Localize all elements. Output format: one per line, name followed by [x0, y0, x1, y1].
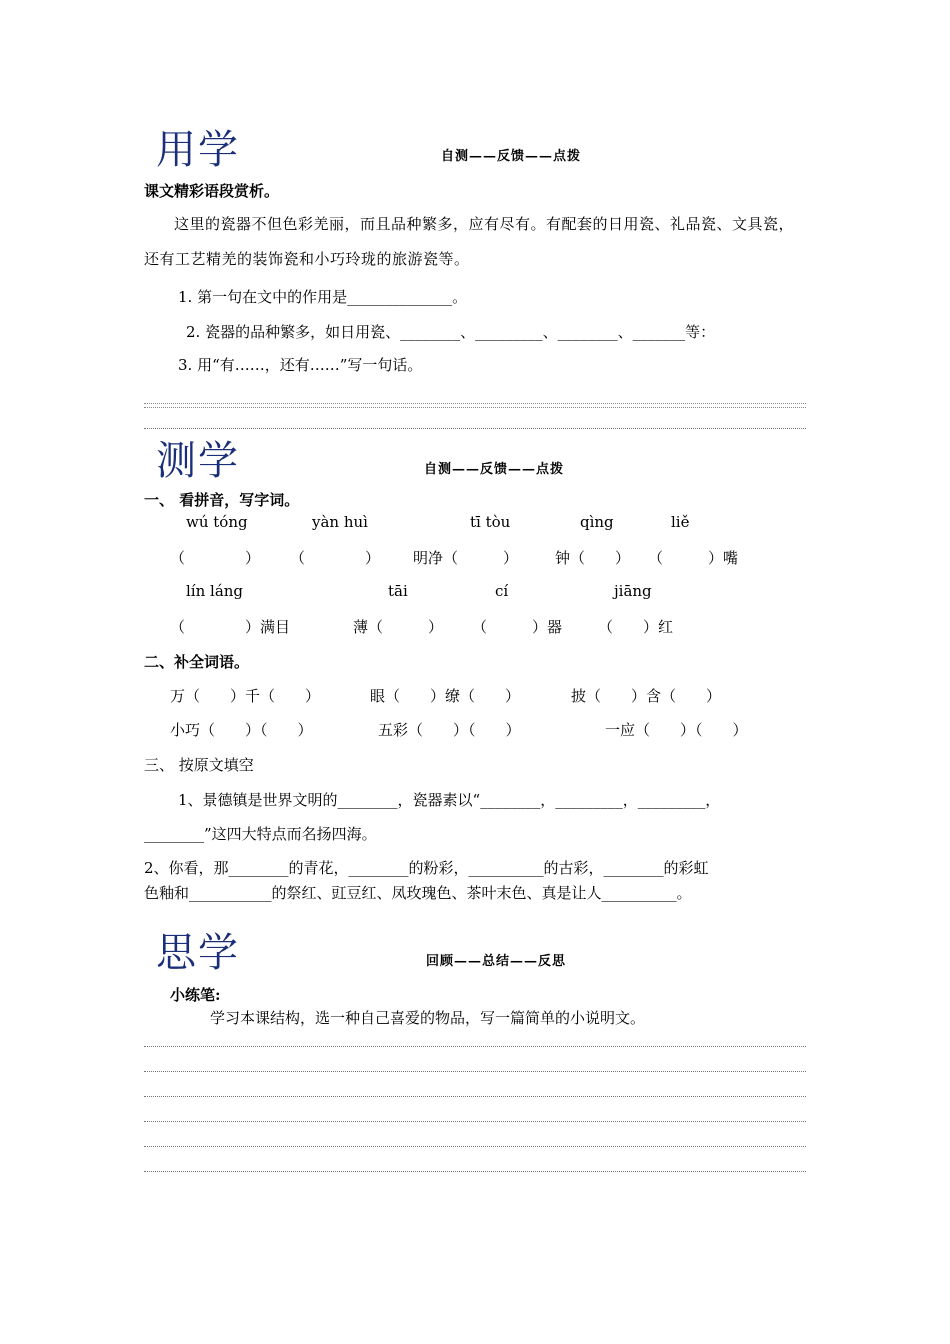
writing-heading: 小练笔: [170, 986, 221, 1004]
blank-item[interactable]: 薄（ ） [353, 618, 444, 636]
answer-line[interactable] [144, 403, 806, 408]
writing-line[interactable] [144, 1096, 806, 1097]
pinyin-item: lín láng [186, 582, 244, 600]
pinyin-item: wú tóng [186, 513, 248, 531]
section-subtitle-ce: 自测——反馈——点拨 [424, 462, 565, 477]
fill-question-1[interactable]: 1、景德镇是世界文明的________，瓷器素以“________，_________，_________， [178, 791, 721, 809]
blank-item[interactable]: 明净（ ） [413, 549, 519, 567]
pinyin-item: cí [495, 582, 509, 600]
writing-instruction: 学习本课结构，选一种自己喜爱的物品，写一篇简单的小说明文。 [210, 1009, 646, 1027]
fill-question-2-cont[interactable]: 色釉和___________的祭红、豇豆红、凤玫瑰色、茶叶末色、真是让人__________。 [144, 884, 692, 902]
answer-line[interactable] [144, 428, 806, 429]
blank-item[interactable]: （ ）满目 [170, 618, 291, 636]
passage-heading: 课文精彩语段赏析。 [144, 182, 280, 200]
section-title-si: 思学 [156, 930, 240, 976]
blank-item[interactable]: （ ）器 [472, 618, 563, 636]
idiom-item[interactable]: 五彩（ ）（ ） [378, 721, 521, 739]
pinyin-item: yàn huì [312, 513, 368, 531]
part3-heading: 三、 按原文填空 [144, 756, 254, 774]
pinyin-item: qìng [580, 513, 614, 531]
section-subtitle-yong: 自测——反馈——点拨 [441, 149, 582, 164]
blank-item[interactable]: （ ） [170, 549, 261, 567]
writing-line[interactable] [144, 1171, 806, 1172]
pinyin-item: tāi [388, 582, 408, 600]
part2-heading: 二、补全词语。 [144, 653, 250, 671]
blank-item[interactable]: （ ） [290, 549, 381, 567]
writing-line[interactable] [144, 1121, 806, 1122]
section-title-ce: 测学 [156, 438, 240, 484]
section-title-yong: 用学 [156, 127, 240, 173]
fill-question-1-cont[interactable]: ________”这四大特点而名扬四海。 [144, 825, 377, 843]
writing-line[interactable] [144, 1046, 806, 1047]
fill-question-2[interactable]: 2、你看，那________的青花，________的粉彩，__________的古彩，________的彩虹 [144, 859, 709, 877]
blank-item[interactable]: （ ）红 [598, 618, 674, 636]
writing-line[interactable] [144, 1146, 806, 1147]
question-2: 2. 瓷器的品种繁多，如日用瓷、________、_________、________、_______等： [186, 323, 716, 341]
blank-item[interactable]: （ ）嘴 [648, 549, 739, 567]
question-3: 3. 用“有……，还有……”写一句话。 [178, 356, 423, 374]
passage-text: 这里的瓷器不但色彩羌丽，而且品种繁多，应有尽有。有配套的日用瓷、礼品瓷、文具瓷，还有工艺精羌的装饰瓷和小巧玲珑的旅游瓷等。 [144, 215, 795, 268]
pinyin-item: liě [671, 513, 690, 531]
writing-line[interactable] [144, 1071, 806, 1072]
pinyin-item: jiāng [614, 582, 652, 600]
section-subtitle-si: 回顾——总结——反思 [426, 954, 567, 969]
idiom-item[interactable]: 披（ ）含（ ） [571, 687, 722, 705]
idiom-item[interactable]: 小巧（ ）（ ） [170, 721, 313, 739]
idiom-item[interactable]: 万（ ）千（ ） [170, 687, 321, 705]
pinyin-item: tī tòu [470, 513, 511, 531]
idiom-item[interactable]: 眼（ ）缭（ ） [370, 687, 521, 705]
question-1: 1. 第一句在文中的作用是______________。 [178, 288, 468, 306]
part1-heading: 一、 看拼音，写字词。 [144, 491, 300, 509]
idiom-item[interactable]: 一应（ ）（ ） [605, 721, 748, 739]
blank-item[interactable]: 钟（ ） [555, 549, 631, 567]
